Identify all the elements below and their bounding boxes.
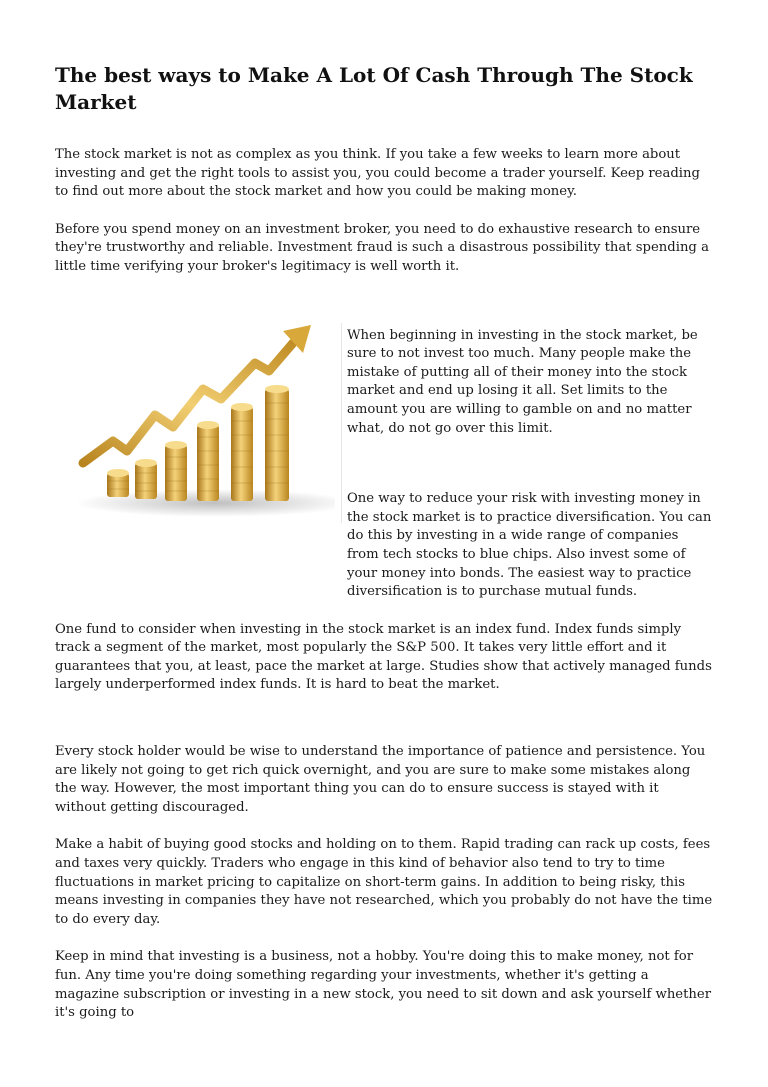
gold-coins-rising-arrow-icon xyxy=(55,323,335,523)
document-page xyxy=(55,62,713,1042)
paragraph-holding: Make a habit of buying good stocks and holding on to them. Rapid trading can rack up costs, fees and taxes very quickly. Traders who engage in this kind of behavior also tend to try to time fluctuations in market pricing to capitalize on short-term gains. In addition to being risky, this means investing in companies they have not researched, which you probably do not have the time to do every day. xyxy=(55,837,713,927)
paragraph-patience: Every stock holder would be wise to understand the importance of patience and persistence. You are likely not going to get rich quick overnight, and you are sure to make some mistakes along the way. However, the most important thing you can do to ensure success is stayed with it without getting discouraged. xyxy=(55,744,706,815)
coins-arrow-image xyxy=(55,323,343,591)
paragraph-diversification: One way to reduce your risk with investing money in the stock market is to practice diversification. You can do this by investing in a wide range of companies from tech stocks to blue chips. Also invest some of your money into bonds. The easiest way to practice diversification is to purchase mutual funds. xyxy=(347,491,712,600)
paragraph-index-fund: One fund to consider when investing in the stock market is an index fund. Index funds simply track a segment of the market, most popularly the S&P 500. It takes very little effort and it guarantees that you, at least, pace the market at large. Studies show that actively managed funds largely underperformed index funds. It is hard to beat the market. xyxy=(55,621,712,693)
paragraph-broker: Before you spend money on an investment broker, you need to do exhaustive research to ensure they're trustworthy and reliable. Investment fraud is such a disastrous possibility that spending a little time verifying your broker's legitimacy is well worth it. xyxy=(55,221,709,274)
figure-divider xyxy=(341,323,342,523)
paragraph-business: Keep in mind that investing is a business, not a hobby. You're doing this to make money, not for fun. Any time you're doing something regarding your investments, whether it's getting a magazine subscription or investing in a new stock, you need to sit down and ask yourself whether it's going to xyxy=(55,949,712,1021)
article-title: The best ways to Make A Lot Of Cash Through The Stock Market xyxy=(55,63,693,114)
paragraph-intro: The stock market is not as complex as you think. If you take a few weeks to learn more about investing and get the right tools to assist you, you could become a trader yourself. Keep reading to find out more about the stock market and how you could be making money. xyxy=(55,147,700,200)
figure-flow xyxy=(55,309,713,621)
paragraph-limits: When beginning in investing in the stock market, be sure to not invest too much. Many people make the mistake of putting all of their money into the stock market and end up losing it all. Set limits to the amount you are willing to gamble on and no matter what, do not go over this limit. xyxy=(347,327,698,436)
